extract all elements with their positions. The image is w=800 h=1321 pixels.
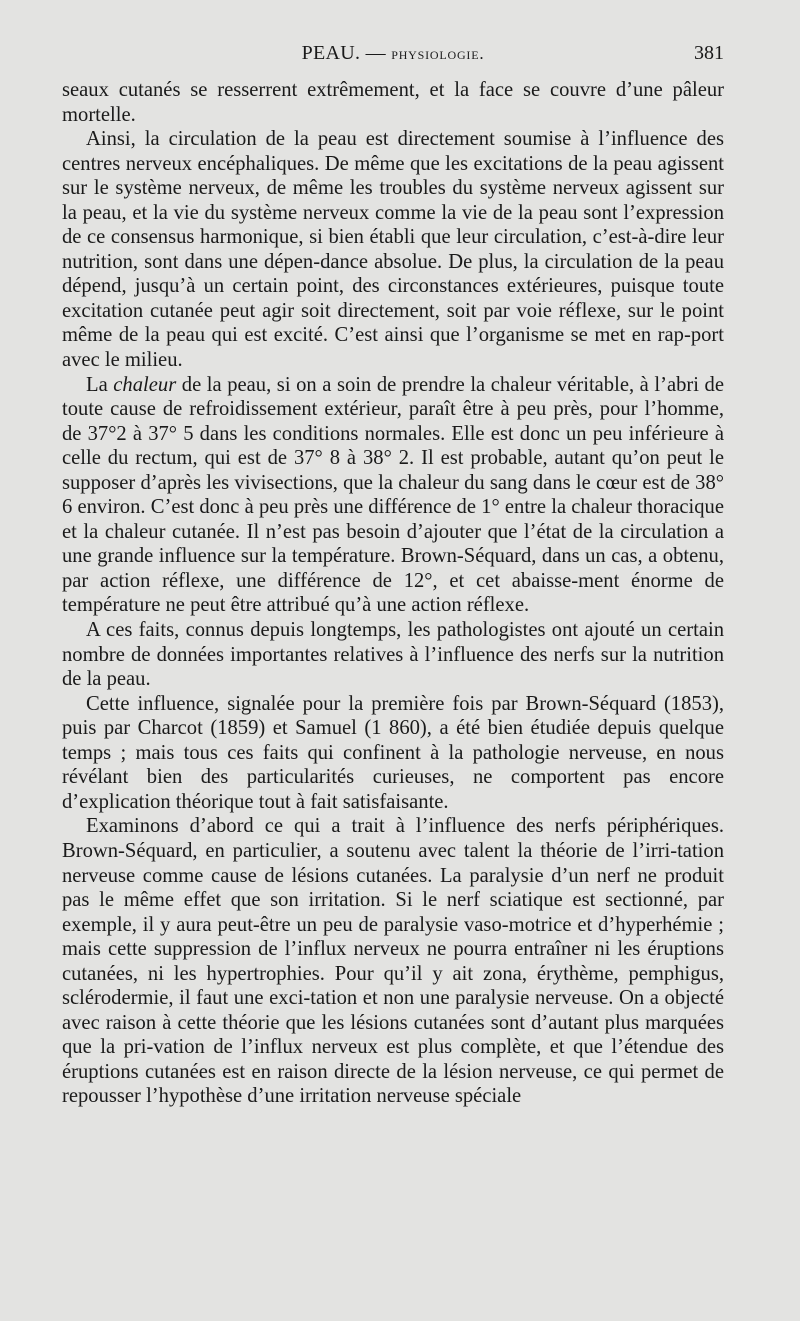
paragraph-text: A ces faits, connus depuis longtemps, les pathologistes ont ajouté un certain nombre de données importantes relatives à l’influence des nerfs sur la nutrition de la peau.	[62, 619, 724, 691]
running-head-separator: —	[360, 42, 392, 64]
page-body	[62, 78, 724, 1109]
paragraph-text: Ainsi, la circulation de la peau est directement soumise à l’influence des centres nerveux encéphaliques. De même que les excitations de la peau agissent sur le système nerveux, de même les troubles du système nerveux agissent sur la peau, et la vie du système nerveux comme la vie de la peau sont l’expression de ce consensus harmonique, si bien établi que leur circulation, c’est-à-dire leur nutrition, sont dans une dépen-dance absolue. De plus, la circulation de la peau dépend, jusqu’à un certain point, des circonstances extérieures, puisque toute excitation cutanée peut agir soit directement, soit par voie réflexe, sur le point même de la peau qui est excité. C’est ainsi que l’organisme se met en rap-port avec le milieu.	[62, 128, 724, 372]
paragraph	[62, 814, 724, 1109]
paragraph-text: Cette influence, signalée pour la première fois par Brown-Séquard (1853), puis par Charcot (1859) et Samuel (1 860), a été bien étudiée depuis quelque temps ; mais tous ces faits qui confinent à la pathologie nerveuse, en nous révélant bien des particularités curieuses, ne comportent pas encore d’explication théorique tout à fait satisfaisante.	[62, 692, 724, 813]
running-head-subtitle: physiologie.	[391, 44, 485, 63]
paragraph-text: seaux cutanés se resserrent extrêmement, et la face se couvre d’une pâleur mortelle.	[62, 79, 724, 126]
paragraph-text: Examinons d’abord ce qui a trait à l’influence des nerfs périphériques. Brown-Séquard, en particulier, a soutenu avec talent la théorie de l’irri-tation nerveuse comme cause de lésions cutanées. La paralysie d’un nerf ne produit pas le même effet que son irritation. Si le nerf sciatique est sectionné, par exemple, il y aura peut-être un peu de paralysie vaso-motrice et d’hyperhémie ; mais cette suppression de l’influx nerveux ne pourra entraîner ni les éruptions cutanées, ni les hypertrophies. Pour qu’il y ait zona, érythème, pemphigus, sclérodermie, il faut une exci-tation et non une paralysie nerveuse. On a objecté avec raison à cette théorie que les lésions cutanées sont d’autant plus marquées que la pri-vation de l’influx nerveux est plus complète, et que l’étendue des éruptions cutanées est en raison directe de la lésion nerveuse, ce qui permet de repousser l’hypothèse d’une irritation nerveuse spéciale	[62, 815, 724, 1108]
paragraph-text: La	[86, 373, 114, 396]
running-head-title: PEAU.	[301, 42, 361, 64]
paragraph-text: de la peau, si on a soin de prendre la chaleur véritable, à l’abri de toute cause de refroidissement extérieur, paraît être à peu près, pour l’homme, de 37°2 à 37° 5 dans les conditions normales. Elle est donc un peu inférieure à celle du rectum, qui est de 37° 8 à 38° 2. Il est probable, autant qu’on peut le supposer d’après les vivisections, que la chaleur du sang dans le cœur est de 38° 6 environ. C’est donc à peu près une différence de 1° entre la chaleur thoracique et la chaleur cutanée. Il n’est pas besoin d’ajouter que l’état de la circulation a une grande influence sur la température. Brown-Séquard, dans un cas, a obtenu, par action réflexe, une différence de 12°, et cet abaisse-ment énorme de température ne peut être attribué qu’à une action réflexe.	[62, 373, 724, 617]
running-head	[62, 42, 724, 65]
paragraph-continuation	[62, 78, 724, 127]
paragraph	[62, 127, 724, 372]
page-number: 381	[694, 42, 724, 64]
paragraph	[62, 692, 724, 815]
page-header	[62, 42, 724, 72]
paragraph	[62, 618, 724, 692]
paragraph	[62, 373, 724, 618]
italic-term: chaleur	[113, 373, 177, 396]
